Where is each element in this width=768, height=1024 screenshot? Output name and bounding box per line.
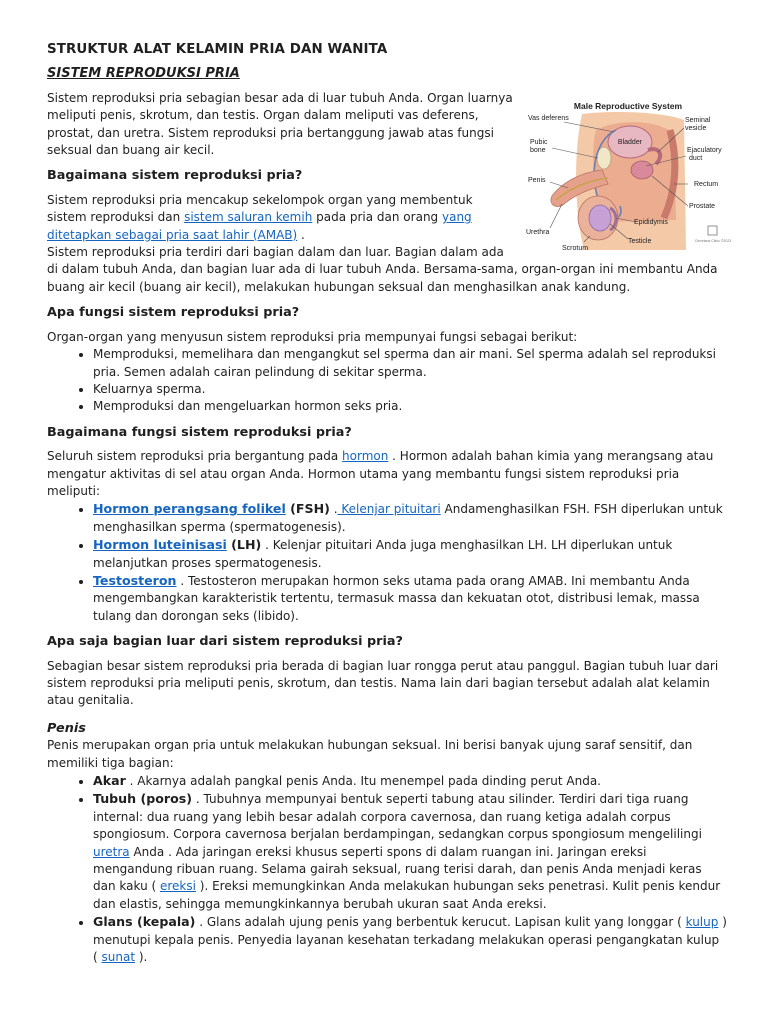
anatomy-illustration <box>524 100 732 252</box>
label-ejac-1: Ejaculatory <box>687 146 722 154</box>
link-uretra[interactable]: uretra <box>93 844 130 859</box>
male-reproductive-system-figure <box>524 100 732 252</box>
figure-title: Male Reproductive System <box>573 100 683 111</box>
label-testicle: Testicle <box>628 237 652 245</box>
label-ejac-2: duct <box>689 154 703 162</box>
s1-paragraph-1: Sistem reproduksi pria mencakup sekelompok organ yang membentuk sistem reproduksi dan sistem saluran kemih pada pria dan orang yang ditetapkan sebagai pria saat lahir (AMAB) . <box>47 192 473 242</box>
s4-paragraph: Sebagian besar sistem reproduksi pria berada di bagian luar rongga perut atau panggul. Bagian tubuh luar dari sistem reproduksi pria meliputi penis, skrotum, dan testis. Nama lain dari bagian tersebut adalah alat kelamin atau genitalia. <box>47 658 719 708</box>
heading-how-it-works: Bagaimana fungsi sistem reproduksi pria? <box>47 424 352 440</box>
label-seminal-2: vesicle <box>685 124 707 132</box>
page-title: STRUKTUR ALAT KELAMIN PRIA DAN WANITA <box>47 42 388 57</box>
list-item-fsh: • Hormon perangsang folikel (FSH) . Kelenjar pituitari Andamenghasilkan FSH. FSH diperlukan untuk menghasilkan sperma (spermatogenesis). <box>93 500 727 536</box>
list-item-glans: • Glans (kepala) . Glans adalah ujung penis yang berbentuk kerucut. Lapisan kulit yang longgar ( kulup ) menutupi kepala penis. Penyedia layanan kesehatan terkadang melakukan operasi pengangkatan kulup ( sunat ). <box>93 913 727 966</box>
document-page <box>47 36 732 974</box>
label-pubic-bone-2: bone <box>530 146 546 154</box>
penis-parts-list <box>47 772 727 966</box>
s2-intro: Organ-organ yang menyusun sistem reproduksi pria mempunyai fungsi sebagai berikut: <box>47 329 578 344</box>
link-hormon[interactable]: hormon <box>342 449 389 464</box>
heading-penis: Penis <box>47 720 86 736</box>
link-testosteron[interactable]: Testosteron <box>93 572 177 588</box>
heading-external-parts: Apa saja bagian luar dari sistem reproduksi pria? <box>47 634 403 650</box>
link-ereksi[interactable]: ereksi <box>159 879 196 894</box>
label-rectum: Rectum <box>694 180 719 188</box>
link-sistem-saluran-kemih[interactable]: sistem saluran kemih <box>184 210 313 225</box>
link-amab[interactable]: yang ditetapkan sebagai pria saat lahir (AMAB) <box>47 210 472 242</box>
list-item-testosteron: • Testosteron . Testosteron merupakan hormon seks utama pada orang AMAB. Ini membantu Anda mengembangkan karakteristik tertentu, termasuk massa dan kekuatan otot, distribusi lemak, massa tulang dan dorongan seks (libido). <box>93 572 727 625</box>
link-kulup[interactable]: kulup <box>685 915 719 930</box>
hormone-list <box>47 500 727 625</box>
section-subtitle: SISTEM REPRODUKSI PRIA <box>47 66 240 82</box>
link-fsh[interactable]: Hormon perangsang folikel <box>93 501 286 517</box>
label-vas-deferens: Vas deferens <box>528 114 569 122</box>
label-pubic-bone-1: Pubic <box>530 138 548 146</box>
label-urethra: Urethra <box>526 228 550 236</box>
testicle-shape <box>589 205 611 231</box>
label-penis: Penis <box>528 176 546 184</box>
function-list <box>47 346 727 416</box>
label-bladder: Bladder <box>617 138 643 146</box>
link-lh[interactable]: Hormon luteinisasi <box>93 537 227 553</box>
list-item: • Keluarnya sperma. <box>93 381 727 398</box>
s3-paragraph: Seluruh sistem reproduksi pria bergantung pada hormon . Hormon adalah bahan kimia yang merangsang atau mengatur aktivitas di sel atau organ Anda. Hormon utama yang membantu fungsi sistem reproduksi pria meliputi: <box>47 449 714 498</box>
figure-credit: Cleveland Clinic ©2023 <box>694 238 732 243</box>
label-epididymis: Epididymis <box>634 218 668 226</box>
cleveland-clinic-logo <box>708 226 717 235</box>
s1-paragraph-2: Sistem reproduksi pria terdiri dari bagian dalam dan luar. Bagian dalam ada di dalam tubuh Anda, dan bagian luar ada di luar tubuh Anda. Bersama-sama, organ-organ ini membantu Anda buang air kecil (buang air kecil), melakukan hubungan seksual dan menghasilkan anak kandung. <box>47 245 718 294</box>
list-item-tubuh: • Tubuh (poros) . Tubuhnya mempunyai bentuk seperti tabung atau silinder. Terdiri dari tiga ruang internal: dua ruang yang lebih besar adalah corpora cavernosa, dan ruang ketiga adalah corpus spongiosum. Corpora cavernosa berjalan berdampingan, sedangkan corpus spongiosum mengelilingi uretra Anda . Ada jaringan ereksi khusus seperti spons di dalam ruangan ini. Jaringan ereksi mengandung ribuan ruang. Selama gairah seksual, ruang terisi darah, dan penis Anda menjadi keras dan kaku ( ereksi ). Ereksi memungkinkan Anda melakukan hubungan seks penetrasi. Kulit penis kendur dan elastis, sehingga memungkinkannya berubah ukuran saat Anda ereksi. <box>93 790 727 913</box>
list-item-akar: • Akar . Akarnya adalah pangkal penis Anda. Itu menempel pada dinding perut Anda. <box>93 772 727 790</box>
link-sunat[interactable]: sunat <box>101 950 136 965</box>
list-item: • Memproduksi, memelihara dan mengangkut sel sperma dan air mani. Sel sperma adalah sel reproduksi pria. Semen adalah cairan pelindung di sekitar sperma. <box>93 346 727 381</box>
intro-paragraph: Sistem reproduksi pria sebagian besar ada di luar tubuh Anda. Organ luarnya meliputi penis, skrotum, dan testis. Organ dalam meliputi vas deferens, prostat, dan uretra. Sistem reproduksi pria bertanggung jawab atas fungsi seksual dan buang air kecil. <box>47 90 513 158</box>
prostate-shape <box>631 161 653 179</box>
label-prostate: Prostate <box>689 202 716 210</box>
list-item: • Memproduksi dan mengeluarkan hormon seks pria. <box>93 398 727 415</box>
penis-intro: Penis merupakan organ pria untuk melakukan hubungan seksual. Ini berisi banyak ujung saraf sensitif, dan memiliki tiga bagian: <box>47 738 693 770</box>
link-kelenjar-pituitari[interactable]: Kelenjar pituitari <box>337 502 441 517</box>
label-seminal-1: Seminal <box>685 116 711 124</box>
heading-function: Apa fungsi sistem reproduksi pria? <box>47 305 300 321</box>
heading-what-is: Bagaimana sistem reproduksi pria? <box>47 168 303 184</box>
list-item-lh: • Hormon luteinisasi (LH) . Kelenjar pituitari Anda juga menghasilkan LH. LH diperlukan untuk melanjutkan proses spermatogenesis. <box>93 536 727 572</box>
label-scrotum: Scrotum <box>562 244 589 252</box>
